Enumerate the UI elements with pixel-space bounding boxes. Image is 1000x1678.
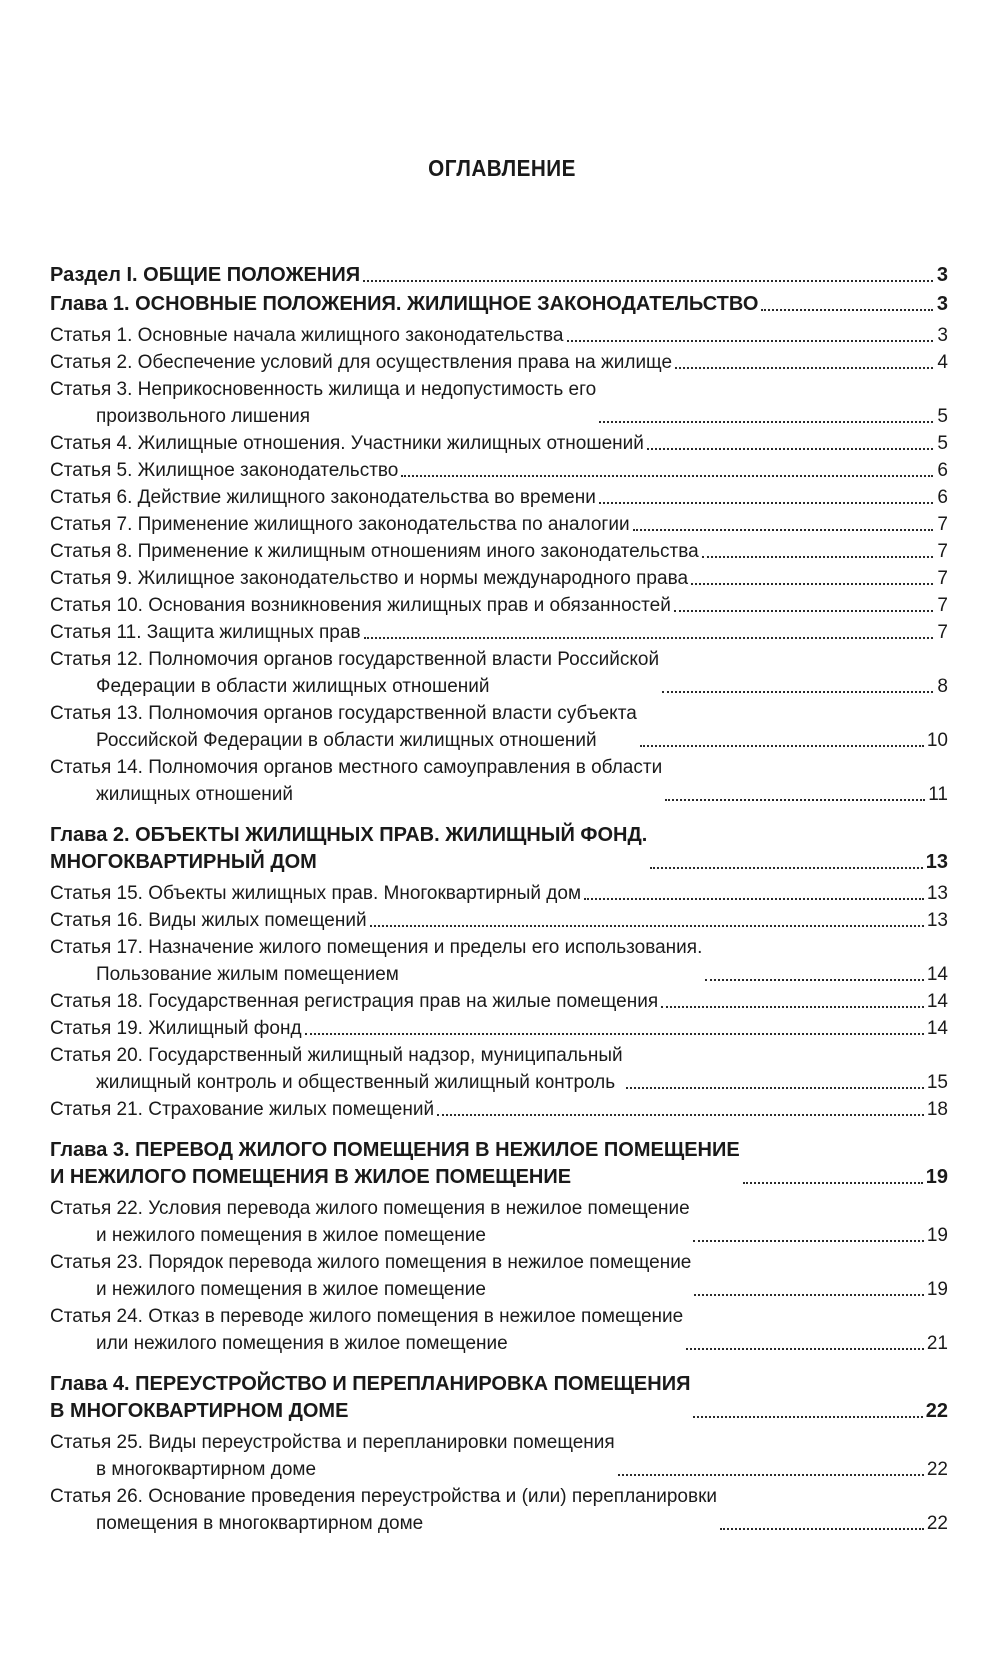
page-number: 7 — [937, 622, 948, 643]
dot-leader — [694, 1294, 923, 1296]
dot-leader — [647, 448, 933, 450]
dot-leader — [661, 1006, 924, 1008]
page-number: 4 — [937, 352, 948, 373]
page-number: 18 — [926, 1099, 948, 1120]
toc-article-entry — [50, 457, 948, 484]
dot-leader — [691, 583, 933, 585]
page-number: 11 — [928, 784, 948, 805]
toc-article-entry-text: Статья 21. Страхование жилых помещений — [50, 1099, 435, 1120]
page-number: 6 — [937, 460, 948, 481]
page-number: 8 — [937, 676, 948, 697]
toc-article-entry — [50, 1483, 948, 1537]
toc-chapter-entry — [50, 291, 948, 318]
page-number: 7 — [937, 541, 948, 562]
page-title: ОГЛАВЛЕНИЕ — [428, 155, 576, 181]
toc-article-entry-text: Статья 22. Условия перевода жилого помещения в нежилое помещение и нежилого помещения в жилое помещение — [50, 1198, 690, 1246]
page-number: 14 — [926, 991, 948, 1012]
page-number: 3 — [936, 293, 948, 315]
toc-article-entry-text: Статья 15. Объекты жилищных прав. Многоквартирный дом — [50, 883, 582, 904]
dot-leader — [567, 340, 933, 342]
toc-article-entry-text: Статья 14. Полномочия органов местного самоуправления в области жилищных отношений — [50, 757, 663, 805]
toc-article-entry — [50, 700, 948, 754]
toc-article-entry — [50, 511, 948, 538]
toc-chapter-entry-text: Глава 1. ОСНОВНЫЕ ПОЛОЖЕНИЯ. ЖИЛИЩНОЕ ЗАКОНОДАТЕЛЬСТВО — [50, 293, 759, 315]
dot-leader — [665, 799, 925, 801]
toc-article-entry-text: Статья 18. Государственная регистрация прав на жилые помещения — [50, 991, 659, 1012]
toc-article-entry-text: Статья 17. Назначение жилого помещения и пределы его использования. Пользование жилым помещением — [50, 937, 703, 985]
toc-chapter-entry — [50, 1137, 948, 1191]
toc-chapter-entry-text: Глава 2. ОБЪЕКТЫ ЖИЛИЩНЫХ ПРАВ. ЖИЛИЩНЫЙ ФОНД. МНОГОКВАРТИРНЫЙ ДОМ — [50, 824, 648, 873]
toc-article-entry — [50, 1015, 948, 1042]
dot-leader — [662, 691, 933, 693]
page-number: 7 — [937, 568, 948, 589]
page-number: 22 — [926, 1513, 948, 1534]
toc-article-entry-text: Статья 9. Жилищное законодательство и нормы международного права — [50, 568, 689, 589]
dot-leader — [633, 529, 933, 531]
toc-article-entry — [50, 484, 948, 511]
page-number: 21 — [926, 1333, 948, 1354]
toc-article-entry — [50, 1429, 948, 1483]
toc-article-entry — [50, 1249, 948, 1303]
toc-article-entry-text: Статья 2. Обеспечение условий для осуществления права на жилище — [50, 352, 673, 373]
page-number: 6 — [937, 487, 948, 508]
page-number: 14 — [926, 1018, 948, 1039]
dot-leader — [401, 475, 933, 477]
toc-chapter-entry — [50, 1371, 948, 1425]
dot-leader — [618, 1474, 924, 1476]
dot-leader — [761, 309, 933, 311]
toc-article-entry — [50, 934, 948, 988]
page-number: 14 — [926, 964, 948, 985]
page-number: 19 — [925, 1166, 948, 1188]
page-number: 22 — [926, 1459, 948, 1480]
toc-article-entry-text: Статья 8. Применение к жилищным отношениям иного законодательства — [50, 541, 699, 562]
toc-article-entry-text: Статья 7. Применение жилищного законодательства по аналогии — [50, 514, 630, 535]
toc-article-entry — [50, 376, 948, 430]
page-number: 10 — [926, 730, 948, 751]
dot-leader — [640, 745, 924, 747]
toc-article-entry-text: Статья 16. Виды жилых помещений — [50, 910, 367, 931]
page-number: 19 — [926, 1279, 948, 1300]
toc-article-entry — [50, 1195, 948, 1249]
dot-leader — [675, 367, 933, 369]
page-number: 5 — [937, 406, 948, 427]
toc-article-entry-text: Статья 4. Жилищные отношения. Участники жилищных отношений — [50, 433, 644, 454]
toc-article-entry — [50, 646, 948, 700]
toc-article-entry — [50, 430, 948, 457]
dot-leader — [370, 925, 924, 927]
dot-leader — [599, 421, 933, 423]
toc-article-entry — [50, 565, 948, 592]
toc-article-entry — [50, 1303, 948, 1357]
dot-leader — [437, 1114, 924, 1116]
toc-article-entry-text: Статья 3. Неприкосновенность жилища и недопустимость его произвольного лишения — [50, 379, 597, 427]
dot-leader — [686, 1348, 924, 1350]
dot-leader — [720, 1528, 924, 1530]
dot-leader — [599, 502, 933, 504]
part-title: Раздел I. ОБЩИЕ ПОЛОЖЕНИЯ — [50, 264, 361, 286]
toc-part-entry — [50, 262, 948, 289]
dot-leader — [693, 1416, 922, 1418]
page-number: 13 — [926, 883, 948, 904]
dot-leader — [702, 556, 933, 558]
toc-article-entry-text: Статья 23. Порядок перевода жилого помещения в нежилое помещение и нежилого помещения в жилое помещение — [50, 1252, 692, 1300]
toc-article-entry-text: Статья 10. Основания возникновения жилищных прав и обязанностей — [50, 595, 671, 616]
toc-article-entry — [50, 619, 948, 646]
page-number: 22 — [925, 1400, 948, 1422]
dot-leader — [363, 280, 933, 282]
table-of-contents — [50, 262, 948, 1537]
toc-article-entry — [50, 988, 948, 1015]
dot-leader — [705, 979, 924, 981]
toc-article-entry-text: Статья 13. Полномочия органов государственной власти субъекта Российской Федерации в области жилищных отношений — [50, 703, 637, 751]
toc-article-entry — [50, 907, 948, 934]
toc-article-entry — [50, 754, 948, 808]
page-number: 19 — [926, 1225, 948, 1246]
toc-article-entry-text: Статья 11. Защита жилищных прав — [50, 622, 361, 643]
page-number: 7 — [937, 595, 948, 616]
dot-leader — [650, 867, 922, 869]
toc-article-entry-text: Статья 1. Основные начала жилищного законодательства — [50, 325, 564, 346]
toc-chapter-entry — [50, 822, 948, 876]
toc-article-entry — [50, 1096, 948, 1123]
dot-leader — [584, 898, 924, 900]
dot-leader — [364, 637, 933, 639]
page-number: 13 — [926, 910, 948, 931]
dot-leader — [693, 1240, 924, 1242]
toc-article-entry — [50, 1042, 948, 1096]
toc-article-entry-text: Статья 12. Полномочия органов государственной власти Российской Федерации в области жилищных отношений — [50, 649, 660, 697]
page-number: 7 — [937, 514, 948, 535]
toc-article-entry — [50, 538, 948, 565]
toc-article-entry-text: Статья 25. Виды переустройства и перепланировки помещения в многоквартирном доме — [50, 1432, 615, 1480]
dot-leader — [743, 1182, 923, 1184]
page-number: 13 — [925, 851, 948, 873]
dot-leader — [626, 1087, 924, 1089]
toc-article-entry-text: Статья 19. Жилищный фонд — [50, 1018, 302, 1039]
toc-article-entry — [50, 349, 948, 376]
toc-article-entry-text: Статья 20. Государственный жилищный надзор, муниципальный жилищный контроль и общественный жилищный контроль — [50, 1045, 623, 1093]
toc-chapter-entry-text: Глава 4. ПЕРЕУСТРОЙСТВО И ПЕРЕПЛАНИРОВКА ПОМЕЩЕНИЯ В МНОГОКВАРТИРНОМ ДОМЕ — [50, 1373, 691, 1422]
page-number: 3 — [937, 325, 948, 346]
toc-article-entry — [50, 880, 948, 907]
toc-article-entry-text: Статья 24. Отказ в переводе жилого помещения в нежилое помещение или нежилого помещения в жилое помещение — [50, 1306, 684, 1354]
dot-leader — [305, 1033, 924, 1035]
toc-article-entry-text: Статья 6. Действие жилищного законодательства во времени — [50, 487, 596, 508]
toc-article-entry — [50, 592, 948, 619]
toc-article-entry-text: Статья 5. Жилищное законодательство — [50, 460, 399, 481]
dot-leader — [674, 610, 933, 612]
toc-article-entry — [50, 322, 948, 349]
page-number: 15 — [926, 1072, 948, 1093]
page-number: 3 — [936, 264, 948, 286]
toc-chapter-entry-text: Глава 3. ПЕРЕВОД ЖИЛОГО ПОМЕЩЕНИЯ В НЕЖИЛОЕ ПОМЕЩЕНИЕ И НЕЖИЛОГО ПОМЕЩЕНИЯ В ЖИЛОЕ ПОМЕЩЕНИЕ — [50, 1139, 740, 1188]
toc-article-entry-text: Статья 26. Основание проведения переустройства и (или) перепланировки помещения в многоквартирном доме — [50, 1486, 718, 1534]
page-number: 5 — [937, 433, 948, 454]
